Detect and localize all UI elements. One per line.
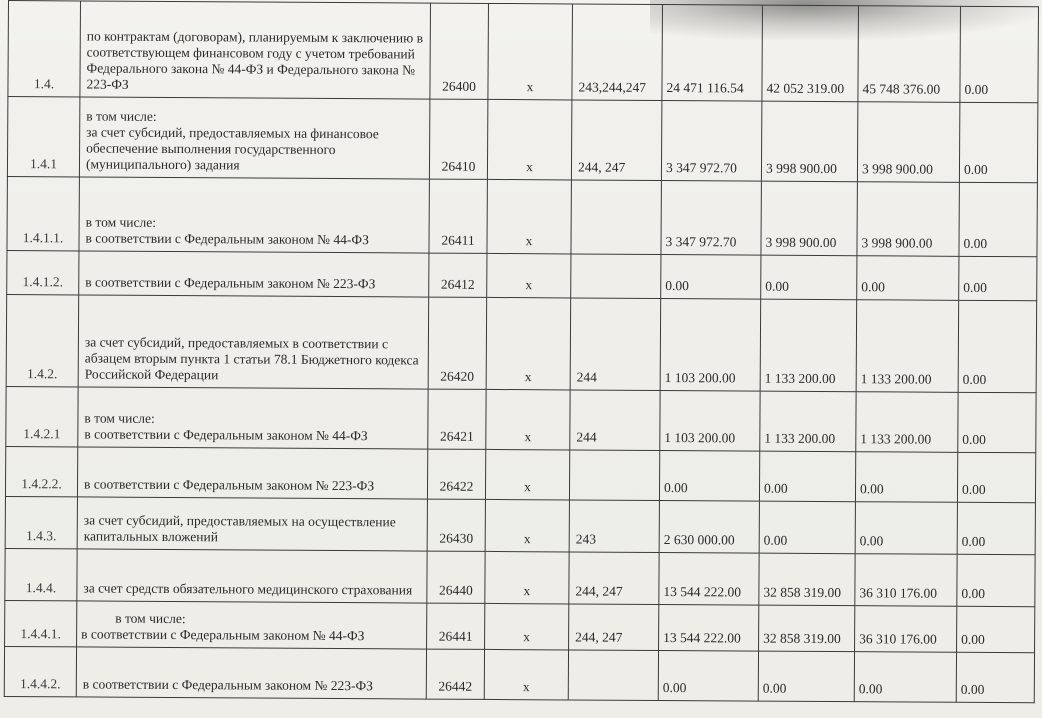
table-row bbox=[5, 446, 1035, 502]
row-number: 1.4.4. bbox=[5, 548, 77, 600]
row-intro: в том числе: bbox=[85, 214, 157, 230]
row-value-1: 24 471 116.54 bbox=[662, 4, 763, 101]
row-value-4: 0.00 bbox=[957, 606, 1035, 652]
table-row bbox=[4, 646, 1034, 702]
row-value-3: 0.00 bbox=[855, 452, 957, 503]
row-value-4: 0.00 bbox=[959, 102, 1037, 182]
row-kosgu: 243,244,247 bbox=[572, 4, 663, 101]
row-value-3: 0.00 bbox=[857, 256, 959, 301]
row-value-2: 0.00 bbox=[759, 501, 855, 554]
row-number: 1.4.2.1 bbox=[6, 386, 78, 446]
row-description bbox=[79, 97, 429, 179]
row-code: 26400 bbox=[430, 3, 489, 99]
row-text: за счет средств обязательного медицинского страхования bbox=[83, 580, 413, 598]
row-x: x bbox=[484, 649, 568, 700]
row-x: x bbox=[486, 389, 570, 450]
row-value-4: 0.00 bbox=[960, 6, 1039, 102]
row-text: за счет субсидий, предоставляемых в соответствии с абзацем вторым пункта 1 статьи 78.1 Бюджетного кодекса Российской Федерации bbox=[84, 334, 419, 383]
row-description bbox=[77, 549, 427, 603]
row-kosgu: 244, 247 bbox=[569, 552, 659, 605]
row-code: 26441 bbox=[427, 603, 485, 649]
row-value-4: 0.00 bbox=[957, 502, 1035, 554]
row-description bbox=[76, 647, 426, 699]
row-text: в соответствии с Федеральным законом № 223-ФЗ bbox=[83, 476, 375, 494]
row-value-2: 32 858 319.00 bbox=[759, 605, 855, 652]
row-value-4: 0.00 bbox=[957, 452, 1035, 502]
row-code: 26410 bbox=[429, 99, 487, 179]
row-value-1: 13 544 222.00 bbox=[659, 552, 759, 605]
table-row bbox=[6, 294, 1037, 392]
row-x: x bbox=[487, 179, 571, 254]
plan-table bbox=[4, 0, 1039, 703]
row-value-2: 0.00 bbox=[759, 451, 855, 502]
row-description bbox=[77, 601, 427, 649]
row-code: 26411 bbox=[429, 179, 487, 253]
row-description bbox=[77, 447, 427, 499]
table-row bbox=[5, 600, 1035, 652]
row-number: 1.4.1.1. bbox=[7, 176, 79, 250]
row-kosgu: 244 bbox=[570, 298, 661, 391]
row-code: 26440 bbox=[427, 551, 485, 603]
row-intro: в том числе: bbox=[86, 108, 157, 124]
table-row bbox=[5, 496, 1035, 554]
row-kosgu: 244, 247 bbox=[571, 100, 661, 181]
row-intro: в том числе: bbox=[115, 610, 186, 627]
row-kosgu: 244, 247 bbox=[569, 604, 659, 651]
row-value-2: 1 133 200.00 bbox=[760, 299, 857, 392]
row-value-3: 1 133 200.00 bbox=[856, 300, 959, 393]
row-number: 1.4.3. bbox=[5, 496, 77, 548]
row-value-4: 0.00 bbox=[959, 256, 1037, 300]
row-value-2: 42 052 319.00 bbox=[762, 5, 859, 102]
row-kosgu bbox=[571, 180, 661, 255]
row-value-2: 0.00 bbox=[758, 651, 854, 702]
table-row bbox=[6, 386, 1036, 452]
table-row bbox=[7, 176, 1037, 256]
row-value-4: 0.00 bbox=[959, 182, 1037, 256]
row-code: 26422 bbox=[427, 449, 485, 499]
row-value-1: 2 630 000.00 bbox=[659, 500, 759, 553]
row-value-2: 3 998 900.00 bbox=[761, 181, 857, 256]
row-description bbox=[78, 387, 428, 449]
row-value-2: 3 998 900.00 bbox=[761, 101, 857, 182]
row-value-1: 13 544 222.00 bbox=[659, 604, 759, 651]
row-number: 1.4.4.2. bbox=[4, 646, 76, 696]
row-value-3: 45 748 376.00 bbox=[858, 6, 961, 103]
row-description bbox=[79, 251, 429, 297]
row-intro: в том числе: bbox=[84, 410, 155, 426]
row-number: 1.4.2.2. bbox=[5, 446, 77, 496]
row-value-3: 36 310 176.00 bbox=[855, 606, 957, 653]
row-value-3: 3 998 900.00 bbox=[857, 182, 959, 257]
row-value-4: 0.00 bbox=[956, 652, 1034, 702]
row-value-2: 32 858 319.00 bbox=[759, 553, 855, 606]
row-value-3: 0.00 bbox=[855, 502, 957, 555]
row-value-4: 0.00 bbox=[958, 300, 1037, 392]
row-value-4: 0.00 bbox=[958, 392, 1036, 452]
row-value-3: 1 133 200.00 bbox=[856, 392, 958, 453]
row-x: x bbox=[486, 297, 571, 390]
row-number: 1.4.1 bbox=[7, 97, 79, 177]
row-description bbox=[78, 295, 429, 389]
row-code: 26430 bbox=[427, 499, 485, 551]
row-text: в соответствии с Федеральным законом № 223-ФЗ bbox=[82, 676, 373, 694]
row-text: в соответствии с Федеральным законом № 44-ФЗ bbox=[85, 230, 369, 248]
row-x: x bbox=[488, 3, 573, 100]
row-x: x bbox=[485, 499, 569, 552]
table-row bbox=[7, 97, 1037, 183]
row-value-3: 36 310 176.00 bbox=[855, 554, 957, 607]
row-x: x bbox=[485, 551, 569, 604]
row-value-1: 0.00 bbox=[658, 650, 758, 701]
row-text: в соответствии с Федеральным законом № 223-ФЗ bbox=[85, 274, 376, 292]
table-row bbox=[5, 548, 1035, 606]
row-text: в соответствии с Федеральным законом № 44-ФЗ bbox=[81, 626, 365, 644]
row-text: за счет субсидий, предоставляемых на осуществление капитальных вложений bbox=[83, 512, 396, 545]
row-number: 1.4.1.2. bbox=[7, 250, 79, 294]
row-description bbox=[77, 497, 427, 551]
row-x: x bbox=[485, 603, 569, 650]
row-value-1: 0.00 bbox=[661, 254, 761, 299]
row-kosgu bbox=[571, 254, 661, 299]
row-value-3: 0.00 bbox=[854, 652, 956, 703]
row-value-1: 1 103 200.00 bbox=[660, 298, 761, 391]
row-value-4: 0.00 bbox=[957, 554, 1035, 606]
row-value-1: 3 347 972.70 bbox=[661, 180, 761, 255]
row-description bbox=[80, 1, 431, 99]
row-code: 26412 bbox=[429, 253, 487, 297]
table-row bbox=[8, 1, 1039, 103]
row-x: x bbox=[487, 99, 571, 180]
row-text: по контрактам (договорам), планируемым к заключению в соответствующем финансовом году с учетом требований Федерального закона № 44-ФЗ и Федерального закона № 223-ФЗ bbox=[86, 28, 424, 92]
row-text: в соответствии с Федеральным законом № 44-ФЗ bbox=[84, 426, 368, 444]
row-x: x bbox=[487, 253, 571, 298]
row-number: 1.4. bbox=[8, 1, 81, 97]
row-value-1: 1 103 200.00 bbox=[660, 390, 760, 451]
row-text: за счет субсидий, предоставляемых на финансовое обеспечение выполнения государственного (муниципального) задания bbox=[85, 124, 379, 173]
row-x: x bbox=[485, 449, 569, 500]
row-number: 1.4.4.1. bbox=[5, 600, 77, 646]
row-kosgu bbox=[568, 650, 658, 701]
row-kosgu: 243 bbox=[569, 500, 659, 553]
row-kosgu: 244 bbox=[570, 390, 660, 451]
table-row bbox=[7, 250, 1037, 300]
row-value-1: 3 347 972.70 bbox=[661, 100, 761, 181]
row-number: 1.4.2. bbox=[6, 294, 79, 386]
row-code: 26442 bbox=[426, 649, 484, 699]
row-code: 26421 bbox=[428, 389, 486, 449]
row-value-3: 3 998 900.00 bbox=[857, 102, 959, 183]
row-description bbox=[79, 177, 429, 253]
row-code: 26420 bbox=[428, 297, 487, 389]
row-value-2: 1 133 200.00 bbox=[760, 391, 856, 452]
row-value-1: 0.00 bbox=[659, 450, 759, 501]
row-kosgu bbox=[569, 450, 659, 501]
row-value-2: 0.00 bbox=[761, 255, 857, 300]
